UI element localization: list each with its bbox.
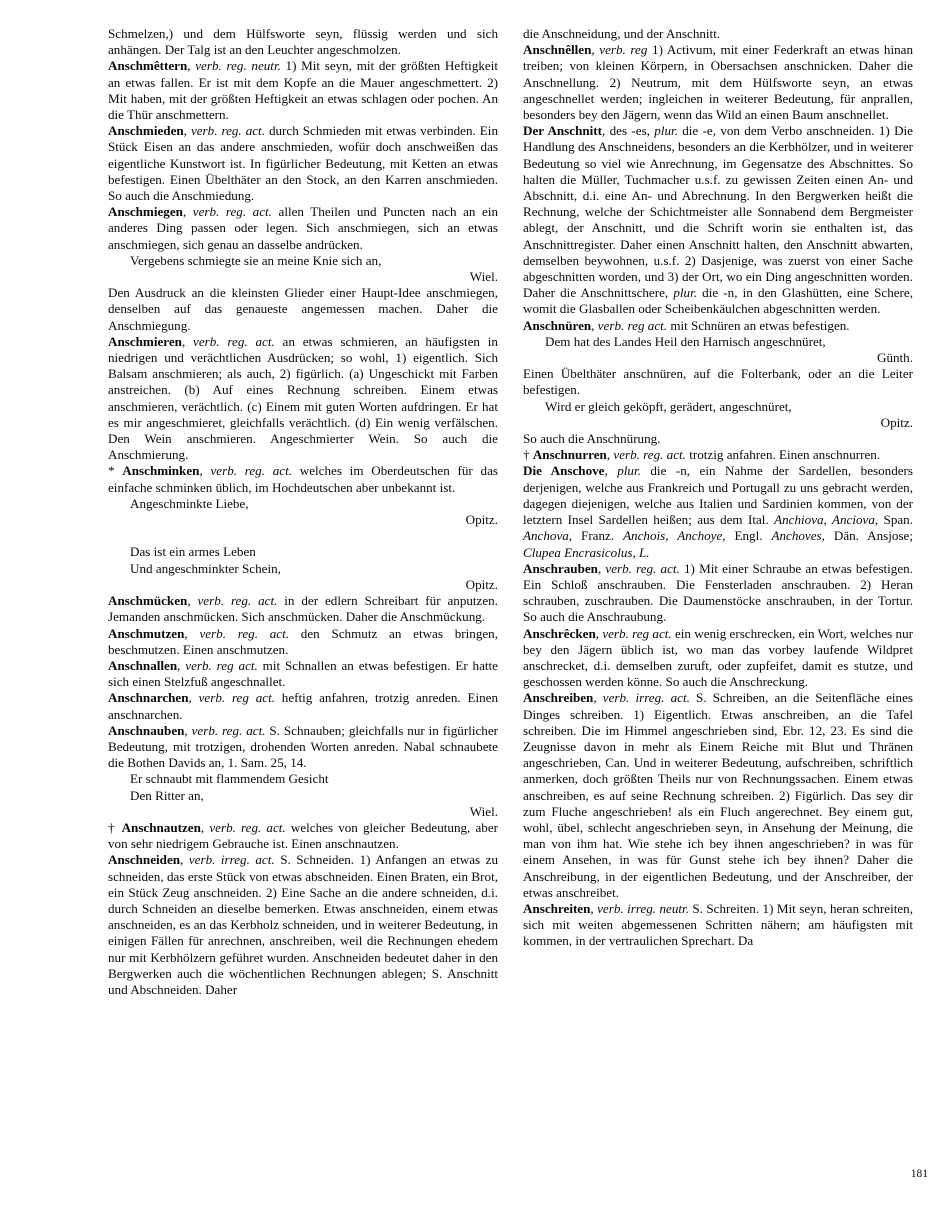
quote-attribution: Wiel. <box>469 803 498 819</box>
verse-line: Dem hat des Landes Heil den Harnisch angeschnüret, <box>545 333 826 349</box>
page-number: 181 <box>910 1168 928 1180</box>
etymology-plain: Span. <box>878 512 914 528</box>
grammar-label: verb. reg act. <box>185 657 258 673</box>
blank-line <box>108 528 498 544</box>
paragraph-continuation: Einen Übelthäter anschnüren, auf die Folterbank, oder an die Leiter befestigen. <box>523 366 913 398</box>
paragraph-continuation: Den Ausdruck an die kleinsten Glieder einer Haupt-Idee anschmiegen, denselben auf das genaueste angemessen machen. Daher die Anschmiegung. <box>108 285 498 333</box>
dictionary-entry <box>108 463 498 495</box>
grammar-label: verb. irreg. act. <box>602 690 690 706</box>
grammar-label: verb. reg. act. <box>199 625 290 641</box>
comma: , <box>182 204 193 220</box>
verse-line: Angeschminkte Liebe, <box>130 495 249 511</box>
etymology-italic: Anchova, <box>523 528 573 544</box>
entry-body: durch Schmieden mit etwas verbinden. Ein Stück Eisen an das andere anschmieden, wofür doch anschweißen das eigentliche Kunstwort ist. In figürlicher Bedeutung, mit Ketten an etwas befestigen. Einen Übelthäter an den Stock, an den Karren anschmieden. So auch die Anschmiedung. <box>108 123 498 204</box>
headword: Anschminken <box>122 463 200 479</box>
dictionary-entry <box>108 123 498 204</box>
dictionary-entry <box>523 690 913 901</box>
comma: , <box>183 123 191 139</box>
headword: Anschnallen <box>108 657 178 673</box>
text-run: Schmelzen,) und dem Hülfsworte seyn, flüssig werden und sich anhängen. Der Talg ist an den Leuchter angeschmolzen. <box>108 26 498 58</box>
verse-line: Er schnaubt mit flammendem Gesicht <box>130 771 329 787</box>
two-column-body <box>108 26 928 1151</box>
dictionary-entry <box>108 334 498 464</box>
dictionary-entry <box>108 723 498 772</box>
dictionary-entry <box>523 42 913 123</box>
grammar-label: verb. reg. neutr. <box>195 58 281 74</box>
grammar-label: verb. reg. act. <box>190 123 265 139</box>
quote-attribution: Wiel. <box>469 269 498 285</box>
entry-body: die -n, ein Nahme der Sardellen, besonders derjenigen, welche aus Frankreich und Portugall zu uns gebracht werden, dagegen diejenigen, welche aus Italien und Sardinien kommen, von der letztern Insel Sardellen heißen; aus dem Ital. <box>523 463 914 528</box>
grammar-label: verb. reg act. <box>602 625 672 641</box>
etymology-italic: Anchois, Anchoye, <box>623 528 726 544</box>
grammar-label: verb. reg. act. <box>613 447 686 463</box>
entry-body: an etwas schmieren, an häufigsten in niedrigen und verächtlichen Ausdrücken; so wohl, 1) eigentlich. Sich Balsam anschmieren; als auch, 2) figürlich. (a) Ungeschickt mit Farben anstreichen. (b) Auf eines Rechnung schreiben. Einem etwas anschmieren, verächtlich. (c) Einem mit guten Worten aufdringen. Er hat es mir angeschmieret, gleichfalls verächtlich. (d) Ein wenig verfälschen. Den Wein anschmieren. Angeschmierter Wein. So auch die Anschmierung. <box>108 333 498 463</box>
grammar-label: verb. irreg. act. <box>188 852 275 868</box>
dictionary-entry <box>108 658 498 690</box>
dictionary-entry <box>523 447 913 463</box>
etymology-plain: Franz. <box>572 528 624 544</box>
paragraph-continuation <box>108 26 498 58</box>
etymology-italic: Anchiova, Anciova, <box>774 512 879 528</box>
comma: , <box>591 317 598 333</box>
dictionary-entry <box>523 318 913 334</box>
quote-attribution: Günth. <box>876 350 913 366</box>
entry-body: ein wenig erschrecken, ein Wort, welches nur bey den Jägern üblich ist, wo man das vorbey laufende Wildpret anschrecket, d.i. demselben zuruft, oder zupfeifet, damit es stutze, und geschossen werden könne. So auch die Anschreckung. <box>523 625 913 690</box>
grammar-label: verb. irreg. neutr. <box>597 900 689 916</box>
dictionary-entry <box>108 204 498 253</box>
grammar-label: verb. reg. act. <box>210 463 293 479</box>
comma: , <box>187 593 198 609</box>
comma: , <box>180 852 189 868</box>
dagger-marker: † <box>523 447 533 463</box>
headword: Die Anschove <box>523 463 605 479</box>
dictionary-entry <box>108 690 498 722</box>
dictionary-entry <box>523 463 913 560</box>
grammar-label-secondary: plur. <box>673 285 697 301</box>
grammar-label: verb. reg. act. <box>605 560 680 576</box>
entry-body: in der edlern Schreibart für anputzen. Jemanden anschmücken. Sich anschmücken. Daher die Anschmückung. <box>108 593 498 625</box>
comma: , <box>184 722 192 738</box>
grammar-label: verb. reg. act. <box>193 333 275 349</box>
etymology-plain: Engl. <box>725 528 772 544</box>
comma: , <box>606 447 614 463</box>
dictionary-entry <box>108 593 498 625</box>
entry-body-tail: die -n, in den Glashütten, eine Schere, womit die Glasballen oder Scheibenkäulchen abgeschnitten werden. <box>523 285 914 317</box>
verse-line: Vergebens schmiegte sie an meine Knie sich an, <box>130 252 382 268</box>
headword: Anschnüren <box>523 317 592 333</box>
entry-body: 1) Mit seyn, mit der größten Heftigkeit an etwas fallen. Er ist mit dem Kopfe an die Mauer angeschmettert. 2) Mit haben, mit der größten Heftigkeit an etwas schlagen oder pochen. An die Thür anschmettern. <box>108 58 499 123</box>
headword: Anschnêllen <box>523 42 592 58</box>
quote-attribution: Opitz. <box>880 414 913 430</box>
comma: , <box>595 625 603 641</box>
comma: , <box>199 463 211 479</box>
comma: , <box>177 657 186 673</box>
paragraph-continuation: die Anschneidung, und der Anschnitt. <box>523 26 721 41</box>
dictionary-entry <box>108 852 498 998</box>
headword: Anschreiben <box>523 690 594 706</box>
entry-body: 1) Activum, mit einer Federkraft an etwas hinan treiben; von kleinen Körpern, in Obersachsen anschnicken. Daher die Anschnellung. 2) Neutrum, mit dem Hülfsworte seyn, an etwas angeschnellet werden; ingleichen in weiterer Bedeutung, für anprallen, besonders bey den Jägern, wenn das Wild an einen Baum anschnellet. <box>523 42 914 123</box>
grammar-label: verb. reg. act. <box>191 722 266 738</box>
grammar-label: plur. <box>617 463 641 479</box>
headword: Anschnurren <box>532 447 607 463</box>
entry-body: S. Schreiten. 1) Mit seyn, heran schreiten, sich mit weiten abgemessenen Schritten nähern; am häufigsten mit kommen, in der vertraulichen Sprechart. Da <box>523 900 913 949</box>
headword: Anschnautzen <box>121 819 201 835</box>
headword: Anschmücken <box>108 593 188 609</box>
entry-body: den Schmutz an etwas bringen, beschmutzen. Einen anschmutzen. <box>108 625 498 657</box>
comma: , <box>593 690 603 706</box>
page-number-area <box>108 1168 928 1188</box>
entry-body: welches von gleicher Bedeutung, aber von sehr niedrigem Gebrauche ist. Einen anschnautzen. <box>108 819 499 852</box>
verse-line: Wird er gleich geköpft, gerädert, angeschnüret, <box>545 398 792 414</box>
headword: Anschmieren <box>108 333 182 349</box>
headword: Anschnarchen <box>108 690 189 706</box>
dictionary-entry <box>108 820 498 852</box>
comma: , <box>590 900 598 916</box>
quote-attribution: Opitz. <box>465 576 498 592</box>
right-column <box>523 26 913 1151</box>
verse-line: Und angeschminkter Schein, <box>130 560 281 576</box>
comma: , <box>188 690 199 706</box>
headword: Anschneiden <box>108 852 181 868</box>
entry-body: 1) Mit einer Schraube an etwas befestigen. Ein Schloß anschrauben. Die Fensterladen anschrauben. 2) Heran schrauben, zuschrauben. Die Daumenstöcke anschrauben, in der Tortur. So auch die Anschraubung. <box>523 560 913 625</box>
dictionary-entry <box>523 561 913 626</box>
headword: Anschnauben <box>108 722 185 738</box>
dagger-marker: † <box>108 819 122 835</box>
verse-line: Den Ritter an, <box>130 787 204 803</box>
comma: , <box>591 42 600 58</box>
left-column <box>108 26 498 1151</box>
grammar-label: verb. reg. act. <box>192 204 272 220</box>
dictionary-entry <box>523 901 913 950</box>
grammar-label: verb. reg. act. <box>197 593 278 609</box>
headword: Anschmiegen <box>108 204 183 220</box>
entry-body: welches im Oberdeutschen für das einfache schminken üblich, im Hochdeutschen aber unbekannt ist. <box>108 463 498 495</box>
headword: Anschmêttern <box>108 58 188 74</box>
entry-body: allen Theilen und Puncten nach an ein anderes Ding passen oder legen. Sich anschmiegen, sich an etwas anschmiegen, sich genau an dasselbe andrücken. <box>108 204 499 252</box>
entry-body: trotzig anfahren. Einen anschnurren. <box>685 447 881 463</box>
comma: , <box>597 560 606 576</box>
grammar-label: verb. reg act. <box>198 690 275 706</box>
headword: Anschrêcken <box>523 625 596 641</box>
paragraph-continuation: So auch die Anschnürung. <box>523 431 661 447</box>
quote-attribution: Opitz. <box>465 512 498 528</box>
dictionary-entry <box>523 123 913 317</box>
etymology-plain: Dän. Ansjose; <box>824 528 913 544</box>
dictionary-entry <box>108 626 498 658</box>
headword: Anschreiten <box>523 900 591 916</box>
comma: , <box>604 463 618 479</box>
grammar-label: verb. reg <box>599 42 648 58</box>
comma: , <box>181 333 194 349</box>
entry-body: S. Schneiden. 1) Anfangen an etwas zu schneiden, das erste Stück von etwas abschneiden. Einen Braten, ein Brot, ein Stück Zeug anschneiden. 2) Eine Sache an die andere schneiden, d.i. durch Schneiden an dieselbe bemerken. Etwas anschneiden, einem etwas anschneiden, es an das Kerbholz schneiden, und in weiterer Bedeutung, in einigen Fällen für anrechnen, anschreiben, weil die Rechnungen ehedem nur mit Kerbhölzern geführet wurden. Anschneiden bedeutet daher in den Bergwerken auch die wöchentlichen Rechnungen ablegen; S. Anschnitt und Abschneiden. Daher <box>108 852 498 997</box>
entry-body: mit Schnallen an etwas befestigen. Er hatte sich einen Stelzfuß angeschnallet. <box>108 657 498 690</box>
entry-body: heftig anfahren, trotzig anreden. Einen anschnarchen. <box>108 690 498 722</box>
headword: Anschmutzen <box>108 625 185 641</box>
headword-grammar-pre: , des -es, <box>602 123 655 139</box>
entry-body: S. Schnauben; gleichfalls nur in figürlicher Bedeutung, mit trotzigen, drohenden Worten anreden. Nabal schnaubete die Bothen Davids an, 1. Sam. 25, 14. <box>108 722 499 771</box>
etymology-latin-name: Clupea Encrasicolus, L. <box>523 544 650 560</box>
etymology-italic: Anchoves, <box>771 528 825 544</box>
entry-body: S. Schreiben, an die Seitenfläche eines Dinges schreiben. 1) Eigentlich. Etwas anschreiben, an die Tafel schreiben. Die im Himmel angeschrieben sind, Ebr. 12, 23. Es sind die Zeugnisse davon in mehr als Einem Reiche mit Blut und Thränen angeschrieben, Can. Und in weiterer Bedeutung, aufschreiben, schriftlich anmerken, doch größten Theils nur von Rechnungssachen. Einem etwas anschreiben, es auf seine Rechnung schreiben. 2) Figürlich. Das sey dir zum Fluche angeschrieben! als ein Fluch angerechnet. Bey einem gut, wohl, übel, schlecht angeschrieben seyn, in Ansehung der Meinung, die man von ihm hat. Wie stehe ich bey ihnen angeschrieben? in was für einem Ansehen, in was für Gunst stehe ich bey ihnen? Daher die Anschreibung, in der eigentlichen Bedeutung, und der Anschreiber, der etwas anschreibet. <box>523 690 913 900</box>
dictionary-entry <box>108 58 498 123</box>
grammar-label: plur. <box>654 123 678 139</box>
verse-line: Das ist ein armes Leben <box>130 544 256 560</box>
entry-body: die -e, von dem Verbo anschneiden. 1) Die Handlung des Anschneidens, besonders an die Kerbhölzer, und in weiterer Bedeutung so viel wie Anrechnung, im Gegensatze des Abschnittes. So halten die Müller, Tuchmacher u.s.f. zu gewissen Zeiten einen An- und Abschnitt, d.i. eine An- und Abrechnung. In den Bergwerken heißt die Rechnung, welche der Schichtmeister alle Sonnabend dem Bergmeister ablegt, der Anschnitt, und die Schrift worin sie enthalten ist, das Anschnittregister. Daher einen Anschnitt halten, den Anschnitt abwarten, demselben beywohnen, u.s.f. 2) Dasjenige, was zuerst von einer Sache abgeschnitten worden, und 3) der Ort, wo ein Ding angeschnitten worden. Daher die Anschnittschere, <box>523 123 913 301</box>
comma: , <box>184 625 200 641</box>
comma: , <box>187 58 196 74</box>
headword: Der Anschnitt <box>523 123 603 139</box>
grammar-label: verb. reg act. <box>597 317 668 333</box>
dictionary-entry <box>523 626 913 691</box>
headword: Anschmieden <box>108 123 184 139</box>
comma: , <box>200 819 210 835</box>
grammar-label: verb. reg. act. <box>209 819 286 835</box>
entry-body: mit Schnüren an etwas befestigen. <box>667 317 850 333</box>
asterisk-marker: * <box>108 463 123 479</box>
headword: Anschrauben <box>523 560 598 576</box>
